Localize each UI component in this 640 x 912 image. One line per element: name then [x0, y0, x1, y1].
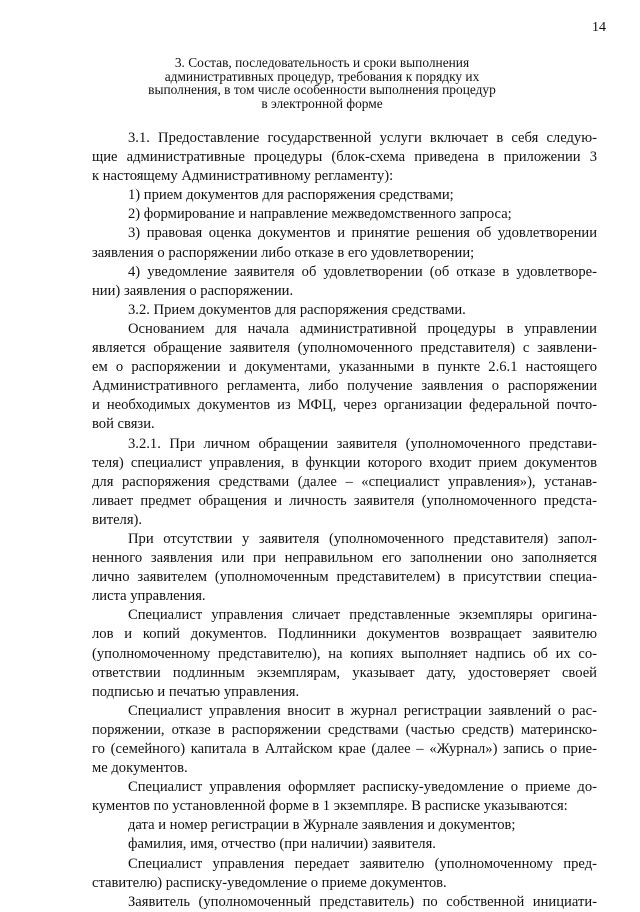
- text-line: ливает предмет обращения и личность заявителя (уполномоченного предста-: [92, 492, 597, 509]
- page-number: 14: [592, 20, 606, 35]
- text-line: Заявитель (уполномоченный представитель) по собственной инициати-: [128, 893, 597, 910]
- text-line: ставителю) расписку-уведомление о приеме документов.: [92, 874, 447, 891]
- text-line: 2) формирование и направление межведомственного запроса;: [128, 206, 512, 223]
- heading-line: в электронной форме: [261, 95, 383, 111]
- text-line: 3.1. Предоставление государственной услуги включает в себя следую-: [128, 130, 597, 146]
- heading-line: выполнения, в том числе особенности выполнения процедур: [148, 82, 496, 98]
- text-line: листа управления.: [92, 588, 206, 605]
- text-line: (уполномоченному представителю), на копиях выполняет надпись об их со-: [92, 645, 597, 662]
- heading-line: административных процедур, требования к порядку их: [164, 68, 480, 84]
- text-line: нии) заявления о распоряжении.: [92, 282, 294, 299]
- text-line: поряжении, отказе в распоряжении средствами (частью средств) материнско-: [92, 721, 597, 738]
- text-line: Специалист управления сличает представленные экземпляры оригина-: [128, 607, 597, 624]
- section-heading: [112, 56, 532, 110]
- text-line: При отсутствии у заявителя (уполномоченного представителя) запол-: [128, 530, 597, 547]
- text-line: кументов по установленной форме в 1 экземпляре. В расписке указываются:: [92, 798, 568, 815]
- text-line: го (семейного) капитала в Алтайском крае (далее – «Журнал») запись о прие-: [92, 741, 597, 757]
- text-line: Основанием для начала административной процедуры в управлении: [128, 320, 597, 337]
- text-line: дата и номер регистрации в Журнале заявления и документов;: [128, 817, 516, 834]
- text-line: 3.2. Прием документов для распоряжения средствами.: [128, 301, 466, 318]
- text-line: Специалист управления передает заявителю (уполномоченному пред-: [128, 855, 597, 872]
- text-line: вой связи.: [92, 416, 155, 433]
- text-line: щие административные процедуры (блок-схема приведена в приложении 3: [92, 149, 597, 166]
- text-line: вителя).: [92, 511, 143, 528]
- text-line: лично заявителем (уполномоченным представителем) в присутствии специа-: [92, 569, 597, 586]
- text-line: ем о распоряжении и документами, указанными в пункте 2.6.1 настоящего: [92, 359, 597, 376]
- text-line: Специалист управления вносит в журнал регистрации заявлений о рас-: [128, 702, 597, 719]
- text-line: фамилия, имя, отчество (при наличии) заявителя.: [128, 836, 436, 853]
- text-line: является обращение заявителя (уполномоченного представителя) с заявлени-: [92, 340, 597, 357]
- text-line: ответствии подлинным экземплярам, указывает дату, удостоверяет своей: [92, 664, 597, 681]
- text-line: к настоящему Административному регламенту):: [92, 168, 394, 185]
- text-line: для распоряжения средствами (далее – «специалист управления»), устанав-: [92, 473, 597, 490]
- text-line: 4) уведомление заявителя об удовлетворении (об отказе в удовлетворе-: [128, 263, 597, 280]
- body-text: [92, 129, 597, 912]
- text-line: ме документов.: [92, 760, 188, 777]
- text-line: лов и копий документов. Подлинники документов возвращает заявителю: [92, 626, 597, 643]
- text-line: подписью и печатью управления.: [92, 683, 300, 700]
- text-line: Специалист управления оформляет расписку-уведомление о приеме до-: [128, 779, 597, 796]
- text-line: заявления о распоряжении либо отказе в его удовлетворении;: [92, 244, 475, 261]
- text-line: 1) прием документов для распоряжения средствами;: [128, 187, 454, 204]
- text-line: ненного заявления или при неправильном его заполнении оно заполняется: [92, 550, 597, 567]
- text-line: теля) специалист управления, в функции которого входит прием документов: [92, 454, 597, 471]
- text-line: 3) правовая оценка документов и принятие решения об удовлетворении: [128, 225, 597, 242]
- heading-line: 3. Состав, последовательность и сроки выполнения: [174, 55, 470, 70]
- text-line: Административного регламента, либо получение заявления о распоряжении: [92, 378, 597, 395]
- text-line: 3.2.1. При личном обращении заявителя (уполномоченного представи-: [128, 435, 597, 452]
- text-line: и необходимых документов из МФЦ, через организации федеральной почто-: [92, 397, 597, 414]
